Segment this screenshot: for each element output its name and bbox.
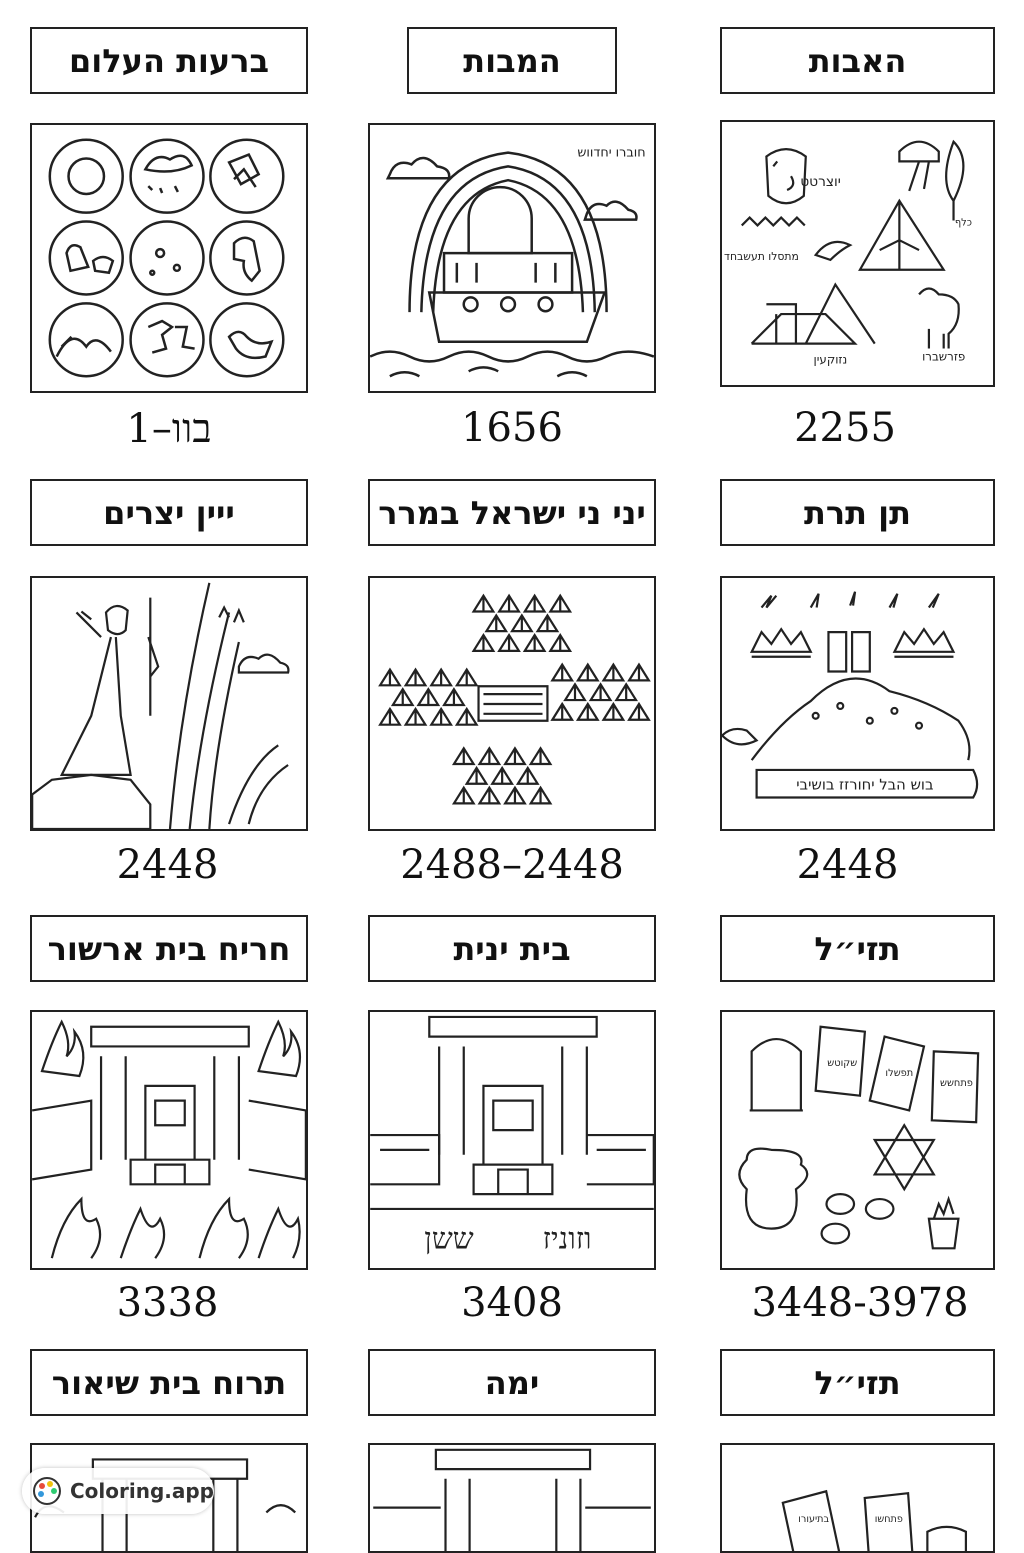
sinai-illustration bbox=[720, 576, 995, 831]
tent-icon bbox=[454, 748, 474, 764]
card-title: המבות bbox=[407, 27, 617, 94]
books-illustration bbox=[720, 1443, 995, 1553]
card-title: תזי״ל bbox=[720, 1349, 995, 1416]
tent-icon bbox=[457, 709, 477, 725]
tent-icon bbox=[505, 788, 525, 804]
year-label: 3448-3978 bbox=[751, 1280, 969, 1326]
year-label: 2255 bbox=[794, 405, 896, 451]
tent-icon bbox=[406, 709, 426, 725]
temple-inscription: וזוניז bbox=[542, 1221, 592, 1256]
watermark-text: Coloring.app bbox=[69, 1479, 214, 1503]
israelites-camp-illustration bbox=[368, 576, 656, 831]
sinai-banner: בוש הבל יחורזז בושיבי bbox=[796, 776, 934, 794]
tent-icon bbox=[444, 689, 464, 705]
tent-icon bbox=[380, 670, 400, 686]
year-label: 2448 bbox=[796, 842, 899, 888]
tent-icon bbox=[538, 615, 558, 631]
book-label: שקוטש bbox=[827, 1058, 858, 1070]
ark-caption: חוברו יחדווש bbox=[577, 145, 646, 161]
year-label: 3408 bbox=[461, 1280, 563, 1326]
book-label: בתיעורו bbox=[798, 1514, 830, 1526]
card-title: חריח בית ארשור bbox=[30, 915, 308, 982]
tent-icon bbox=[480, 748, 500, 764]
tent-icon bbox=[565, 684, 585, 700]
tent-icon bbox=[525, 596, 545, 612]
year-label: 1656 bbox=[461, 405, 563, 451]
tent-icon bbox=[552, 704, 572, 720]
tent-icon bbox=[629, 665, 649, 681]
tent-icon bbox=[512, 615, 532, 631]
tent-icon bbox=[550, 635, 570, 651]
tent-icon bbox=[467, 768, 487, 784]
card-title: ברעות העלום bbox=[30, 27, 308, 94]
tent-icon bbox=[525, 635, 545, 651]
year-label: 2488–2448 bbox=[400, 842, 624, 888]
tent-icon bbox=[380, 709, 400, 725]
card-title: תזי״ל bbox=[720, 915, 995, 982]
temple-fire-illustration bbox=[30, 1010, 308, 1270]
tent-icon bbox=[431, 709, 451, 725]
tent-icon bbox=[492, 768, 512, 784]
sages-illustration bbox=[720, 1010, 995, 1270]
tent-icon bbox=[552, 665, 572, 681]
card-title: ימה bbox=[368, 1349, 656, 1416]
tent-icon bbox=[393, 689, 413, 705]
patriarchs-label: פזרשברו bbox=[922, 349, 966, 364]
tent-icon bbox=[604, 704, 624, 720]
tent-icon bbox=[431, 670, 451, 686]
card-title: תרוח בית שיאור bbox=[30, 1349, 308, 1416]
tent-icon bbox=[474, 635, 494, 651]
tent-icon bbox=[474, 596, 494, 612]
tent-icon bbox=[457, 670, 477, 686]
tent-icon bbox=[418, 689, 438, 705]
tent-icon bbox=[480, 788, 500, 804]
coloring-app-watermark[interactable] bbox=[22, 1468, 214, 1514]
temple-illustration bbox=[368, 1443, 656, 1553]
tent-icon bbox=[531, 788, 551, 804]
moses-sea-illustration bbox=[30, 576, 308, 831]
patriarchs-label: יוצרטט bbox=[800, 174, 841, 191]
card-title: בית ינית bbox=[368, 915, 656, 982]
tent-icon bbox=[550, 596, 570, 612]
card-title: יני ני ישראל במרר bbox=[368, 479, 656, 546]
card-title: האבות bbox=[720, 27, 995, 94]
tent-icon bbox=[406, 670, 426, 686]
tent-icon bbox=[578, 665, 598, 681]
year-label: 3338 bbox=[116, 1280, 219, 1326]
card-title: תן תרת bbox=[720, 479, 995, 546]
tent-icon bbox=[518, 768, 538, 784]
patriarchs-illustration bbox=[720, 120, 995, 387]
tent-icon bbox=[578, 704, 598, 720]
tent-icon bbox=[499, 596, 519, 612]
tent-icon bbox=[591, 684, 611, 700]
tent-icon bbox=[629, 704, 649, 720]
patriarchs-label: כלף bbox=[954, 217, 972, 229]
tent-icon bbox=[454, 788, 474, 804]
year-label: 2448 bbox=[116, 842, 219, 888]
tent-icon bbox=[486, 615, 506, 631]
book-label: פתחשש bbox=[939, 1077, 973, 1089]
plagues-illustration bbox=[30, 123, 308, 393]
patriarchs-label: נזוקעין bbox=[813, 352, 848, 367]
book-label: פתחשו bbox=[874, 1514, 903, 1526]
patriarchs-label: מתסלו תעשבחד bbox=[724, 249, 799, 263]
noahs-ark-illustration bbox=[368, 123, 656, 393]
tent-icon bbox=[604, 665, 624, 681]
palette-icon bbox=[32, 1476, 62, 1506]
book-label: תפשלו bbox=[885, 1068, 914, 1079]
temple-inscription: ששן bbox=[424, 1221, 474, 1256]
tent-icon bbox=[616, 684, 636, 700]
tent-icon bbox=[531, 748, 551, 764]
second-temple-illustration bbox=[368, 1010, 656, 1270]
year-label: 1–בוו bbox=[126, 406, 212, 452]
tent-icon bbox=[499, 635, 519, 651]
card-title: ייין יצרים bbox=[30, 479, 308, 546]
tent-icon bbox=[505, 748, 525, 764]
